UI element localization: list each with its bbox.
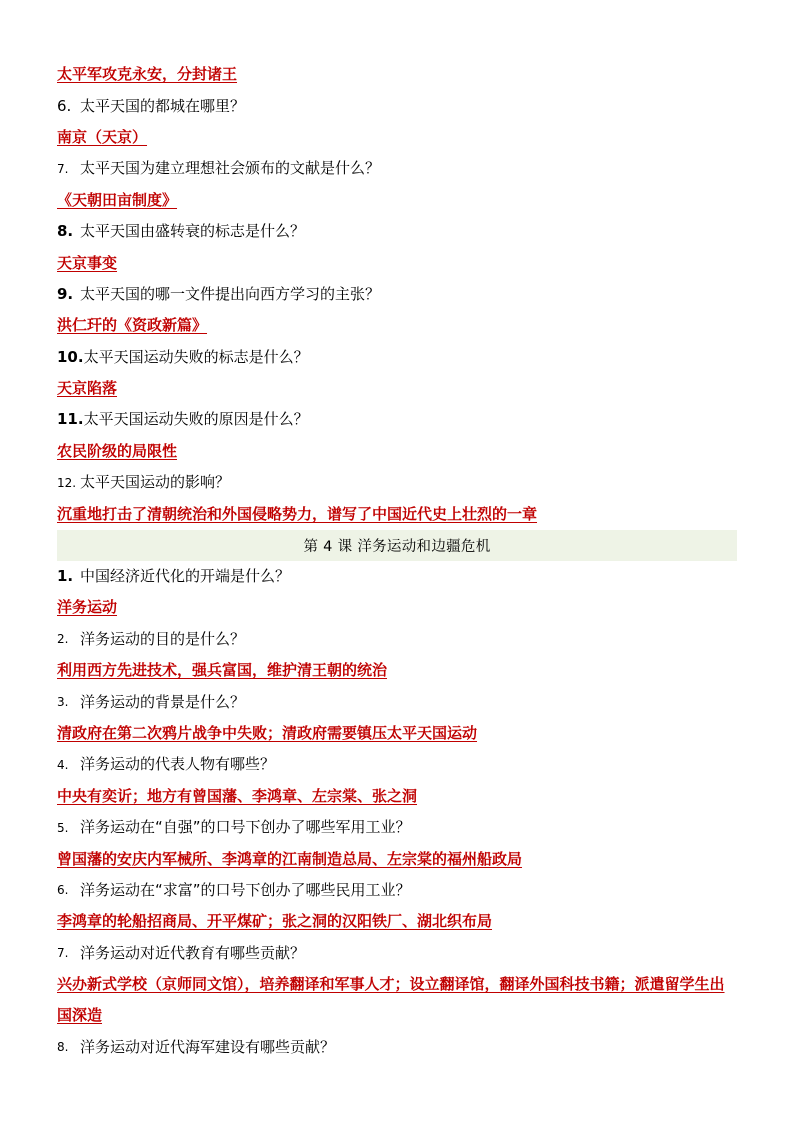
question-number: 6. xyxy=(57,96,72,115)
answer-text: 沉重地打击了清朝统治和外国侵略势力，谱写了中国近代史上壮烈的一章 xyxy=(57,504,538,523)
answer-line xyxy=(57,185,737,216)
question-number: 7. xyxy=(57,946,69,961)
question-line xyxy=(57,875,737,906)
question-line xyxy=(57,561,737,592)
question-text: 太平天国运动失败的原因是什么？ xyxy=(83,410,309,429)
answer-line xyxy=(57,59,737,90)
question-text: 中国经济近代化的开端是什么？ xyxy=(80,567,291,586)
answer-line xyxy=(57,373,737,404)
lesson-header xyxy=(57,530,737,561)
answer-text: 兴办新式学校（京师同文馆），培养翻译和军事人才；设立翻译馆，翻译外国科技书籍；派遣留学生出国深造 xyxy=(57,974,725,1025)
answer-line xyxy=(57,906,737,937)
question-line xyxy=(57,153,737,184)
answer-line xyxy=(57,436,737,467)
question-text: 洋务运动的目的是什么？ xyxy=(80,629,246,648)
question-text: 洋务运动在“求富”的口号下创办了哪些民用工业？ xyxy=(80,880,411,899)
question-line xyxy=(57,279,737,310)
question-number: 2. xyxy=(57,632,69,647)
answer-line xyxy=(57,655,737,686)
lesson-title: 第 4 课 洋务运动和边疆危机 xyxy=(303,538,491,555)
question-text: 太平天国运动的影响？ xyxy=(80,473,231,492)
answer-line xyxy=(57,310,737,341)
question-text: 太平天国由盛转衰的标志是什么？ xyxy=(80,222,306,241)
question-number: 11. xyxy=(57,410,84,429)
question-line xyxy=(57,749,737,780)
question-text: 洋务运动在“自强”的口号下创办了哪些军用工业？ xyxy=(80,818,411,837)
answer-text: 洋务运动 xyxy=(57,598,118,617)
answer-text: 农民阶级的局限性 xyxy=(57,441,178,460)
answer-text: 清政府在第二次鸦片战争中失败；清政府需要镇压太平天国运动 xyxy=(57,724,478,742)
question-line xyxy=(57,624,737,655)
question-number: 8. xyxy=(57,1040,69,1055)
document-page xyxy=(57,59,737,1063)
question-number: 5. xyxy=(57,820,69,835)
question-line xyxy=(57,686,737,717)
answer-text: 利用西方先进技术，强兵富国，维护清王朝的统治 xyxy=(57,661,388,680)
question-text: 洋务运动对近代海军建设有哪些贡献？ xyxy=(80,1037,336,1056)
question-number: 8. xyxy=(57,222,74,241)
question-number: 9. xyxy=(57,284,74,303)
answer-text: 洪仁玕的《资政新篇》 xyxy=(57,316,208,335)
question-line xyxy=(57,404,737,435)
question-text: 太平天国为建立理想社会颁布的文献是什么？ xyxy=(80,159,381,178)
question-number: 4. xyxy=(57,757,69,772)
answer-line xyxy=(57,969,737,1032)
answer-line xyxy=(57,122,737,153)
question-line xyxy=(57,90,737,121)
question-line xyxy=(57,812,737,843)
question-text: 洋务运动的背景是什么？ xyxy=(80,692,246,711)
answer-text: 南京（天京） xyxy=(57,127,148,146)
answer-text: 中央有奕䜣；地方有曾国藩、李鸿章、左宗棠、张之洞 xyxy=(57,786,418,805)
answer-line xyxy=(57,498,737,529)
question-number: 10. xyxy=(57,347,84,366)
question-number: 7. xyxy=(57,161,69,176)
question-text: 洋务运动对近代教育有哪些贡献？ xyxy=(80,943,306,962)
answer-text: 李鸿章的轮船招商局、开平煤矿；张之洞的汉阳铁厂、湖北织布局 xyxy=(57,912,493,931)
question-number: 1. xyxy=(57,567,74,586)
question-line xyxy=(57,342,737,373)
question-text: 太平天国的哪一文件提出向西方学习的主张？ xyxy=(80,284,381,303)
answer-line xyxy=(57,247,737,278)
question-number: 12. xyxy=(57,475,77,490)
question-text: 洋务运动的代表人物有哪些？ xyxy=(80,755,276,774)
answer-text: 《天朝田亩制度》 xyxy=(57,190,178,209)
question-text: 太平天国的都城在哪里？ xyxy=(80,96,246,115)
answer-line xyxy=(57,781,737,812)
answer-line xyxy=(57,718,737,749)
answer-line xyxy=(57,592,737,623)
answer-text: 天京陷落 xyxy=(57,379,118,398)
answer-text: 太平军攻克永安，分封诸王 xyxy=(57,65,238,84)
question-text: 太平天国运动失败的标志是什么？ xyxy=(83,347,309,366)
answer-line xyxy=(57,843,737,874)
answer-text: 天京事变 xyxy=(57,253,118,272)
question-line xyxy=(57,938,737,969)
question-line xyxy=(57,1032,737,1063)
question-number: 3. xyxy=(57,695,69,710)
question-line xyxy=(57,467,737,498)
answer-text: 曾国藩的安庆内军械所、李鸿章的江南制造总局、左宗棠的福州船政局 xyxy=(57,849,523,868)
question-line xyxy=(57,216,737,247)
question-number: 6. xyxy=(57,883,69,898)
